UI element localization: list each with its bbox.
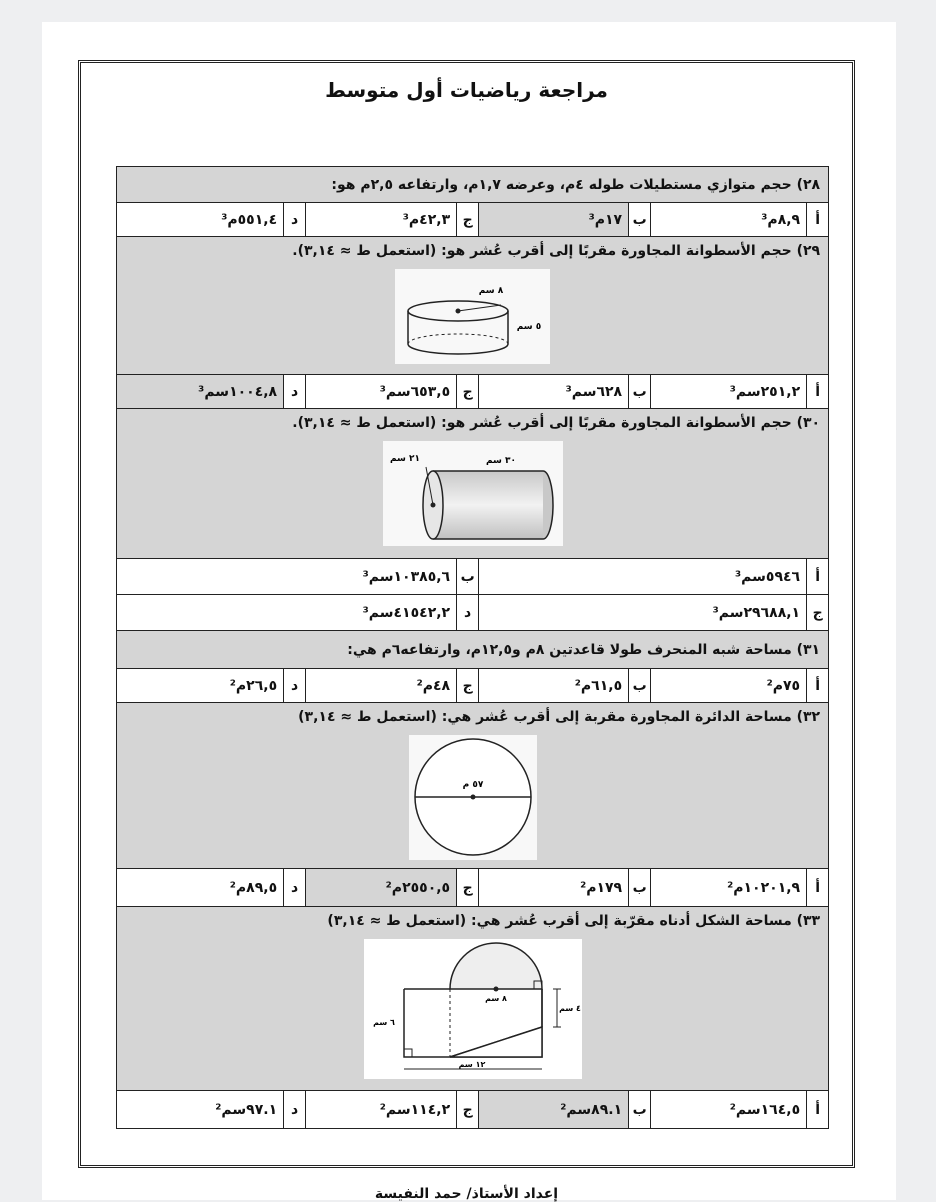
question-30-stem-row	[117, 409, 829, 559]
question-29-stem-row	[117, 237, 829, 375]
option-b-value[interactable]: ٦١,٥م²	[479, 669, 629, 703]
option-label: د	[457, 595, 479, 631]
option-a-value[interactable]: ١٠٢٠١,٩م²	[651, 869, 807, 907]
option-b-value[interactable]: ٨٩.١سم²	[479, 1091, 629, 1129]
cylinder-figure-30	[383, 441, 563, 546]
question-29-stem: ٢٩) حجم الأسطوانة المجاورة مقربًا إلى أقرب عُشر هو: (استعمل ط ≈ ٣,١٤).	[292, 243, 821, 259]
figure-label-bottom: ١٢ سم	[458, 1060, 485, 1069]
option-label: ب	[629, 203, 651, 237]
figure-label-diameter: ٥٧ م	[462, 780, 483, 790]
option-label: أ	[807, 869, 829, 907]
option-b-value[interactable]: ١٠٣٨٥,٦سم³	[117, 559, 457, 595]
figure-label-diameter: ٨ سم	[478, 286, 504, 296]
questions-table	[116, 166, 829, 1129]
option-label: د	[284, 1091, 306, 1129]
option-c-value[interactable]: ٤٢,٣م³	[306, 203, 457, 237]
option-a-value[interactable]: ٢٥١,٢سم³	[651, 375, 807, 409]
figure-label-rect-height: ٦ سم	[372, 1018, 395, 1027]
question-32-stem: ٣٢) مساحة الدائرة المجاورة مقربة إلى أقرب عُشر هي: (استعمل ط ≈ ٣,١٤)	[298, 709, 821, 725]
option-d-value[interactable]: ١٠٠٤,٨سم³	[117, 375, 284, 409]
option-label: أ	[807, 1091, 829, 1129]
question-28-options	[117, 203, 829, 237]
option-d-value[interactable]: ٥٥١,٤م³	[117, 203, 284, 237]
option-c-value[interactable]: ٦٥٣,٥سم³	[306, 375, 457, 409]
figure-label-diameter: ٨ سم	[484, 994, 507, 1003]
option-label: ب	[629, 869, 651, 907]
figure-label-length: ٣٠ سم	[485, 456, 516, 466]
option-b-value[interactable]: ١٧م³	[479, 203, 629, 237]
question-33-stem-row	[117, 907, 829, 1091]
option-label: ب	[457, 559, 479, 595]
option-label: ب	[629, 669, 651, 703]
option-a-value[interactable]: ١٦٤,٥سم²	[651, 1091, 807, 1129]
option-c-value[interactable]: ٤٨م²	[306, 669, 457, 703]
question-30-options-row-2	[117, 595, 829, 631]
question-32-stem-row	[117, 703, 829, 869]
option-label: أ	[807, 375, 829, 409]
option-c-value[interactable]: ٢٥٥٠,٥م²	[306, 869, 457, 907]
option-d-value[interactable]: ٤١٥٤٢,٢سم³	[117, 595, 457, 631]
option-label: ج	[457, 1091, 479, 1129]
option-label: د	[284, 375, 306, 409]
option-label: أ	[807, 203, 829, 237]
cylinder-figure-29	[395, 269, 550, 364]
worksheet-page	[42, 22, 896, 1200]
option-label: ب	[629, 375, 651, 409]
option-label: د	[284, 669, 306, 703]
question-30-stem: ٣٠) حجم الأسطوانة المجاورة مقربًا إلى أقرب عُشر هو: (استعمل ط ≈ ٣,١٤).	[292, 415, 821, 431]
question-29-options	[117, 375, 829, 409]
question-31-stem-row	[117, 631, 829, 669]
option-label: ج	[457, 669, 479, 703]
figure-label-right: ٤ سم	[558, 1004, 581, 1013]
option-c-value[interactable]: ١١٤,٢سم²	[306, 1091, 457, 1129]
option-label: ب	[629, 1091, 651, 1129]
option-a-value[interactable]: ٨,٩م³	[651, 203, 807, 237]
option-label: أ	[807, 669, 829, 703]
option-a-value[interactable]: ٧٥م²	[651, 669, 807, 703]
option-label: ج	[807, 595, 829, 631]
option-label: د	[284, 203, 306, 237]
question-28-stem: ٢٨) حجم متوازي مستطيلات طوله ٤م، وعرضه ١,٧م، وارتفاعه ٢,٥م هو:	[117, 167, 829, 203]
composite-figure-33	[364, 939, 582, 1079]
option-label: ج	[457, 869, 479, 907]
option-label: د	[284, 869, 306, 907]
option-d-value[interactable]: ٢٦,٥م²	[117, 669, 284, 703]
option-d-value[interactable]: ٩٧.١سم²	[117, 1091, 284, 1129]
option-b-value[interactable]: ٦٢٨سم³	[479, 375, 629, 409]
figure-label-height: ٥ سم	[516, 322, 542, 332]
question-30-options-row-1	[117, 559, 829, 595]
question-32-options	[117, 869, 829, 907]
option-label: أ	[807, 559, 829, 595]
option-a-value[interactable]: ٥٩٤٦سم³	[479, 559, 807, 595]
option-label: ج	[457, 375, 479, 409]
question-33-stem: ٣٣) مساحة الشكل أدناه مقرّبة إلى أقرب عُشر هي: (استعمل ط ≈ ٣,١٤)	[327, 913, 821, 929]
circle-figure-32	[409, 735, 537, 860]
question-31-stem: ٣١) مساحة شبه المنحرف طولا قاعدتين ٨م و١٢,٥م، وارتفاعه٦م هي:	[117, 631, 829, 669]
figure-label-radius: ٢١ سم	[389, 454, 420, 464]
page-title: مراجعة رياضيات أول متوسط	[325, 78, 608, 102]
option-d-value[interactable]: ٨٩,٥م²	[117, 869, 284, 907]
option-c-value[interactable]: ٢٩٦٨٨,١سم³	[479, 595, 807, 631]
question-28-stem-row	[117, 167, 829, 203]
option-label: ج	[457, 203, 479, 237]
worksheet-frame	[78, 60, 855, 1202]
question-31-options	[117, 669, 829, 703]
question-33-options	[117, 1091, 829, 1129]
option-b-value[interactable]: ١٧٩م²	[479, 869, 629, 907]
author-footer: إعداد الأستاذ/ حمد النفيسة	[374, 1186, 559, 1202]
